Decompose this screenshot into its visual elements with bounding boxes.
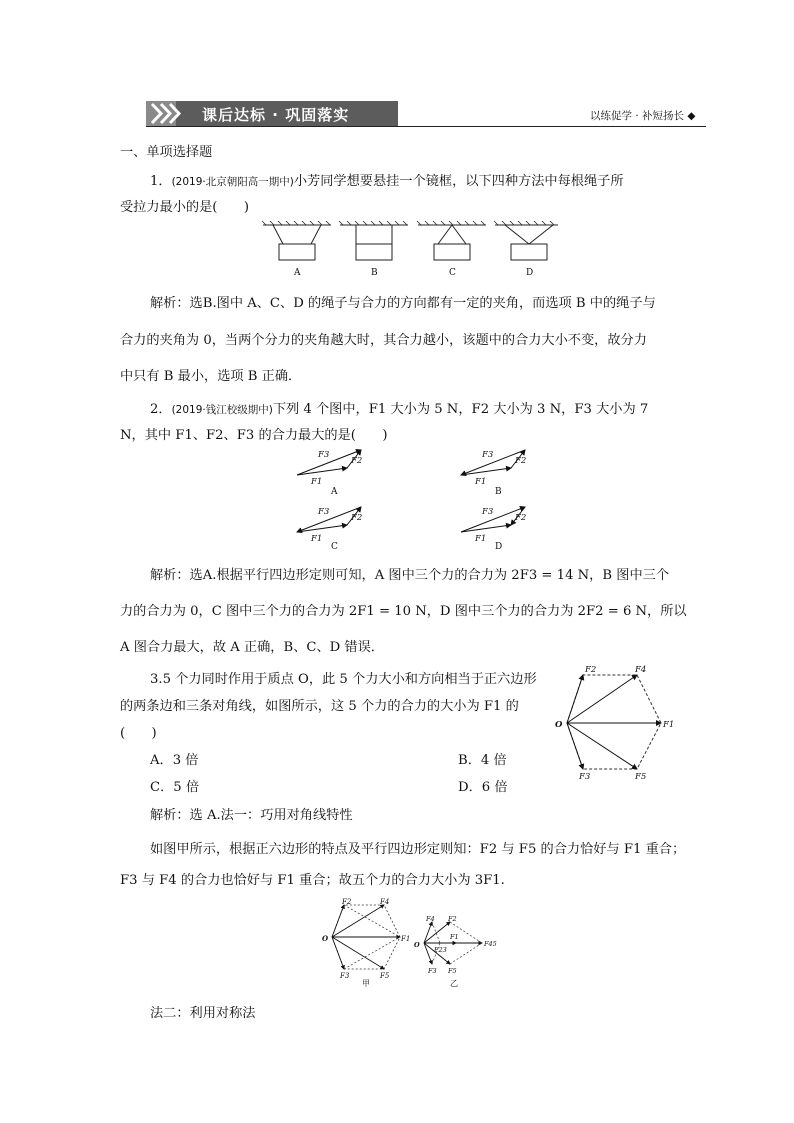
a3-line-2: 如图甲所示，根据正六边形的特点及平行四边形定则知：F2 与 F5 的合力恰好与 F1 重合； (150, 842, 686, 857)
svg-text:F3: F3 (579, 772, 591, 782)
svg-text:F1: F1 (311, 477, 323, 487)
svg-text:F2: F2 (351, 513, 363, 523)
a1-line-1: 解析：选B.图中 A、C、D 的绳子与合力的方向都有一定的夹角，而选项 B 中的绳子与 (150, 296, 656, 311)
svg-text:F3: F3 (482, 507, 494, 517)
q3-line-1: 3.5 个力同时作用于质点 O，此 5 个力大小和方向相当于正六边形 (150, 672, 537, 687)
q3-option-c: C．5 倍 (150, 780, 200, 795)
svg-text:F1: F1 (450, 933, 459, 941)
svg-text:F3: F3 (340, 972, 350, 980)
q2-option-c: C (331, 542, 338, 552)
q3-hexagon-figure (555, 660, 690, 785)
svg-text:F1: F1 (475, 477, 487, 487)
q2-line-2: N，其中 F1、F2、F3 的合力最大的是( ) (120, 428, 388, 443)
q3-option-b: B．4 倍 (458, 753, 507, 768)
q2-option-a: A (331, 487, 338, 497)
svg-text:F2: F2 (585, 665, 597, 675)
svg-text:F2: F2 (515, 513, 527, 523)
q3-line-2: 的两条边和三条对角线，如图所示，这 5 个力的合力的大小为 F1 的 (120, 699, 519, 714)
svg-text:F3: F3 (482, 450, 494, 460)
banner-right-text: 以练促学 · 补短扬长 ◆ (590, 110, 696, 122)
a3-line-4: 法二：利用对称法 (150, 1006, 256, 1021)
a3-line-1: 解析：选 A.法一：巧用对角线特性 (150, 808, 353, 823)
svg-text:F5: F5 (380, 972, 390, 980)
svg-text:F2: F2 (342, 898, 352, 906)
a2-line-3: A 图合力最大，故 A 正确，B、C、D 错误． (120, 640, 384, 655)
svg-text:F4: F4 (635, 665, 647, 675)
a3-line-3: F3 与 F4 的合力也恰好与 F1 重合；故五个力的合力大小为 3F1. (120, 873, 505, 888)
q1-figure (258, 220, 558, 280)
q2-option-d: D (495, 542, 503, 552)
svg-text:F4: F4 (426, 915, 435, 923)
svg-text:F23: F23 (434, 946, 447, 954)
svg-text:F3: F3 (318, 507, 330, 517)
q2-option-b: B (495, 487, 502, 497)
q3-option-a: A．3 倍 (150, 753, 199, 768)
diamond-icon: ◆ (687, 110, 696, 122)
svg-text:F3: F3 (428, 967, 437, 975)
svg-text:F2: F2 (448, 915, 457, 923)
a1-line-2: 合力的夹角为 0，当两个分力的夹角越大时，其合力越小，该题中的合力大小不变，故分力 (120, 333, 647, 348)
svg-text:F5: F5 (635, 772, 647, 782)
q1-option-b: B (371, 268, 378, 278)
svg-text:O: O (414, 941, 420, 949)
fig-jia-caption: 甲 (362, 979, 370, 988)
svg-text:F2: F2 (515, 456, 527, 466)
a1-line-3: 中只有 B 最小，选项 B 正确． (120, 369, 302, 384)
svg-text:F1: F1 (401, 935, 411, 943)
q1-option-a: A (294, 268, 301, 278)
svg-text:F4: F4 (380, 898, 390, 906)
a2-line-1: 解析：选A.根据平行四边形定则可知，A 图中三个力的合力为 2F3 = 14 N，B 图中三个 (150, 568, 670, 583)
svg-text:O: O (555, 720, 563, 730)
svg-text:F1: F1 (311, 534, 323, 544)
q2-line-1: 2．(2019·钱江校级期中)下列 4 个图中，F1 大小为 5 N，F2 大小为 3 N，F3 大小为 7 (150, 402, 649, 417)
q3-option-d: D．6 倍 (458, 780, 508, 795)
svg-text:O: O (322, 934, 329, 943)
q1-option-c: C (449, 268, 456, 278)
svg-text:F3: F3 (318, 450, 330, 460)
q1-line-1: 1．(2019·北京朝阳高一期中)小芳同学想要悬挂一个镜框，以下四种方法中每根绳子所 (150, 174, 624, 189)
banner-title: 课后达标 · 巩固落实 (202, 106, 350, 124)
q1-line-2: 受拉力最小的是( ) (120, 200, 249, 215)
svg-text:F1: F1 (475, 534, 487, 544)
a3-figures (322, 895, 502, 990)
header-rule (146, 126, 706, 127)
svg-text:F1: F1 (663, 720, 675, 730)
q2-figure (285, 445, 545, 555)
q1-option-d: D (526, 268, 534, 278)
svg-text:F5: F5 (448, 967, 457, 975)
section-title: 一、单项选择题 (120, 145, 213, 160)
svg-text:F45: F45 (484, 940, 497, 948)
q3-line-3: ( ) (120, 726, 157, 741)
fig-yi-caption: 乙 (450, 979, 458, 988)
svg-text:F2: F2 (351, 456, 363, 466)
a2-line-2: 力的合力为 0，C 图中三个力的合力为 2F1 = 10 N，D 图中三个力的合力为 2F2 = 6 N，所以 (120, 604, 687, 619)
